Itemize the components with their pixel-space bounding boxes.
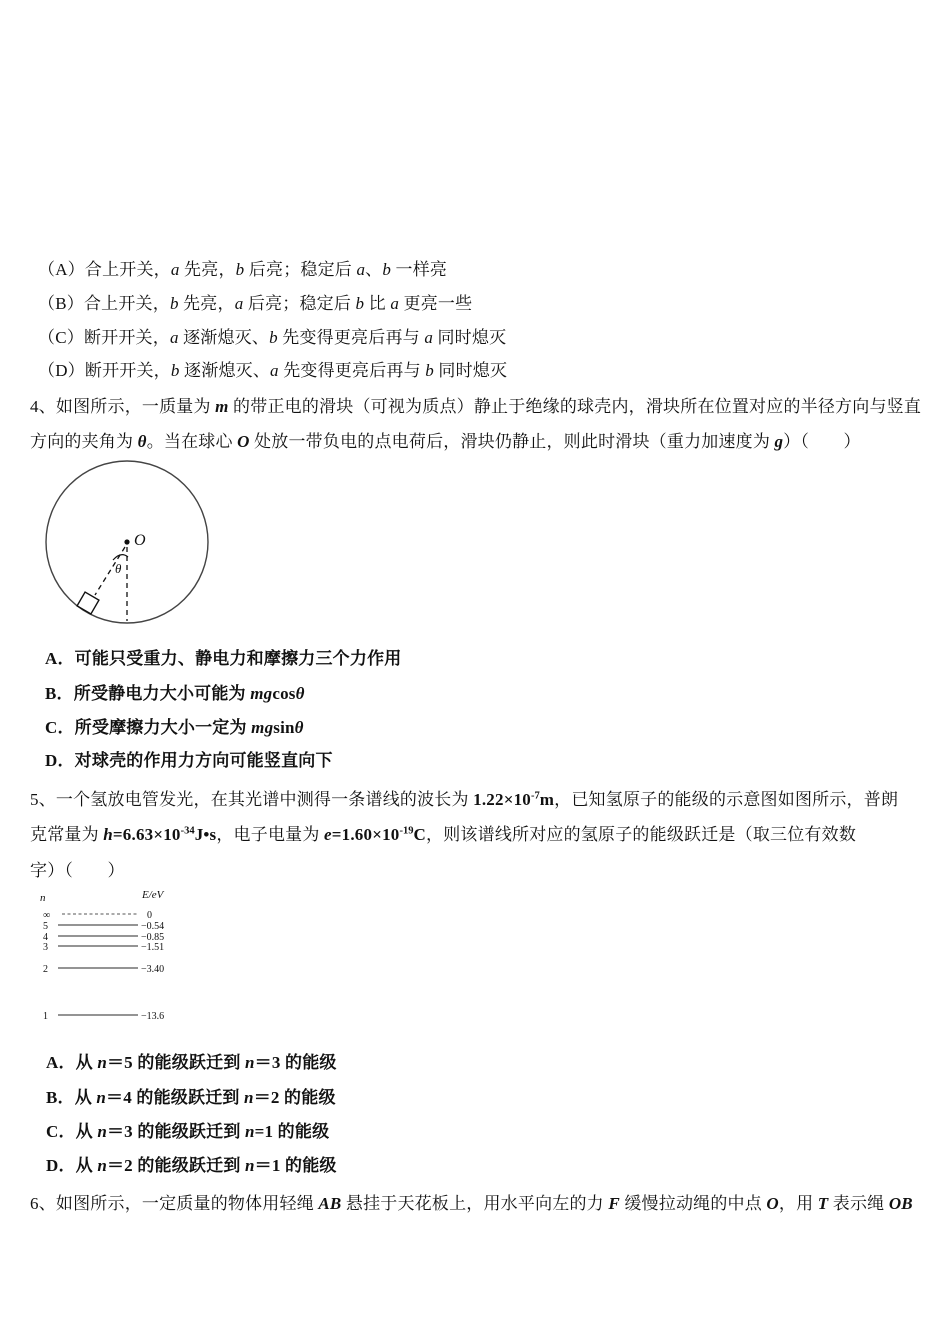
q4-option-a: A．可能只受重力、静电力和摩擦力三个力作用 — [45, 649, 402, 668]
q5-option-c: C．从 n＝3 的能级跃迁到 n=1 的能级 — [46, 1122, 330, 1141]
level-n-1: 1 — [43, 1011, 48, 1022]
q4-option-b: B．所受静电力大小可能为 mgcosθ — [45, 684, 305, 703]
energy-axis-label: E/eV — [142, 889, 164, 901]
level-energy-5: −0.54 — [141, 921, 165, 932]
level-n-infinity: ∞ — [43, 910, 51, 921]
q5-option-b: B．从 n＝4 的能级跃迁到 n＝2 的能级 — [46, 1088, 336, 1107]
q5-stem-line-2: 克常量为 $h=6.63\times 10^{-34}J•s$，电子电量为 $e=1.60\times 10^{-19}C$，则该谱线所对应的氢原子的能级跃迁是（取三位有效数 — [30, 825, 857, 844]
q5-option-a: A．从 n＝5 的能级跃迁到 n＝3 的能级 — [46, 1053, 337, 1072]
q5-energy-level-figure — [35, 885, 195, 1030]
level-energy-infinity: 0 — [147, 910, 152, 921]
q4-sphere-figure — [37, 455, 222, 630]
level-energy-2: −3.40 — [141, 964, 165, 975]
level-energy-4: −0.85 — [141, 932, 165, 943]
q4-stem-line-2: 方向的夹角为 θ。当在球心 O 处放一带负电的点电荷后，滑块仍静止，则此时滑块（重力加速度为 g）（ ） — [30, 432, 861, 451]
q3-option-c: （C）断开开关，a 逐渐熄灭、b 先变得更亮后再与 a 同时熄灭 — [38, 328, 507, 347]
angle-theta-label: θ — [115, 561, 122, 576]
level-energy-3: −1.51 — [141, 942, 165, 953]
q6-stem-line-1: 6、如图所示，一定质量的物体用轻绳 AB 悬挂于天花板上，用水平向左的力 F 缓慢拉动绳的中点 O，用 T 表示绳 OB — [30, 1194, 913, 1213]
level-n-3: 3 — [43, 942, 48, 953]
q4-option-d: D．对球壳的作用力方向可能竖直向下 — [45, 751, 333, 770]
q5-option-d: D．从 n＝2 的能级跃迁到 n＝1 的能级 — [46, 1156, 337, 1175]
q4-option-c: C．所受摩擦力大小一定为 mgsinθ — [45, 718, 304, 737]
q5-stem-line-3: 字）（ ） — [30, 861, 125, 880]
n-axis-label: n — [40, 892, 46, 904]
level-n-2: 2 — [43, 964, 48, 975]
q5-stem-line-1: 5、一个氢放电管发光，在其光谱中测得一条谱线的波长为 $1.22\times 10^{-7}m$，已知氢原子的能级的示意图如图所示，普朗 — [30, 790, 899, 809]
q3-option-d: （D）断开开关，b 逐渐熄灭、a 先变得更亮后再与 b 同时熄灭 — [38, 361, 508, 380]
sphere-center-label: O — [134, 532, 146, 549]
block-square — [77, 592, 99, 614]
angle-arc — [113, 555, 128, 560]
level-n-4: 4 — [43, 932, 48, 943]
q4-stem-line-1: 4、如图所示，一质量为 m 的带正电的滑块（可视为质点）静止于绝缘的球壳内，滑块所在位置对应的半径方向与竖直 — [30, 397, 922, 416]
sphere-center-dot — [124, 539, 129, 544]
q3-option-b: （B）合上开关，b 先亮，a 后亮；稳定后 b 比 a 更亮一些 — [38, 294, 473, 313]
level-n-5: 5 — [43, 921, 48, 932]
level-energy-1: −13.6 — [141, 1011, 165, 1022]
q3-option-a: （A）合上开关，a 先亮，b 后亮；稳定后 a、b 一样亮 — [38, 260, 448, 279]
